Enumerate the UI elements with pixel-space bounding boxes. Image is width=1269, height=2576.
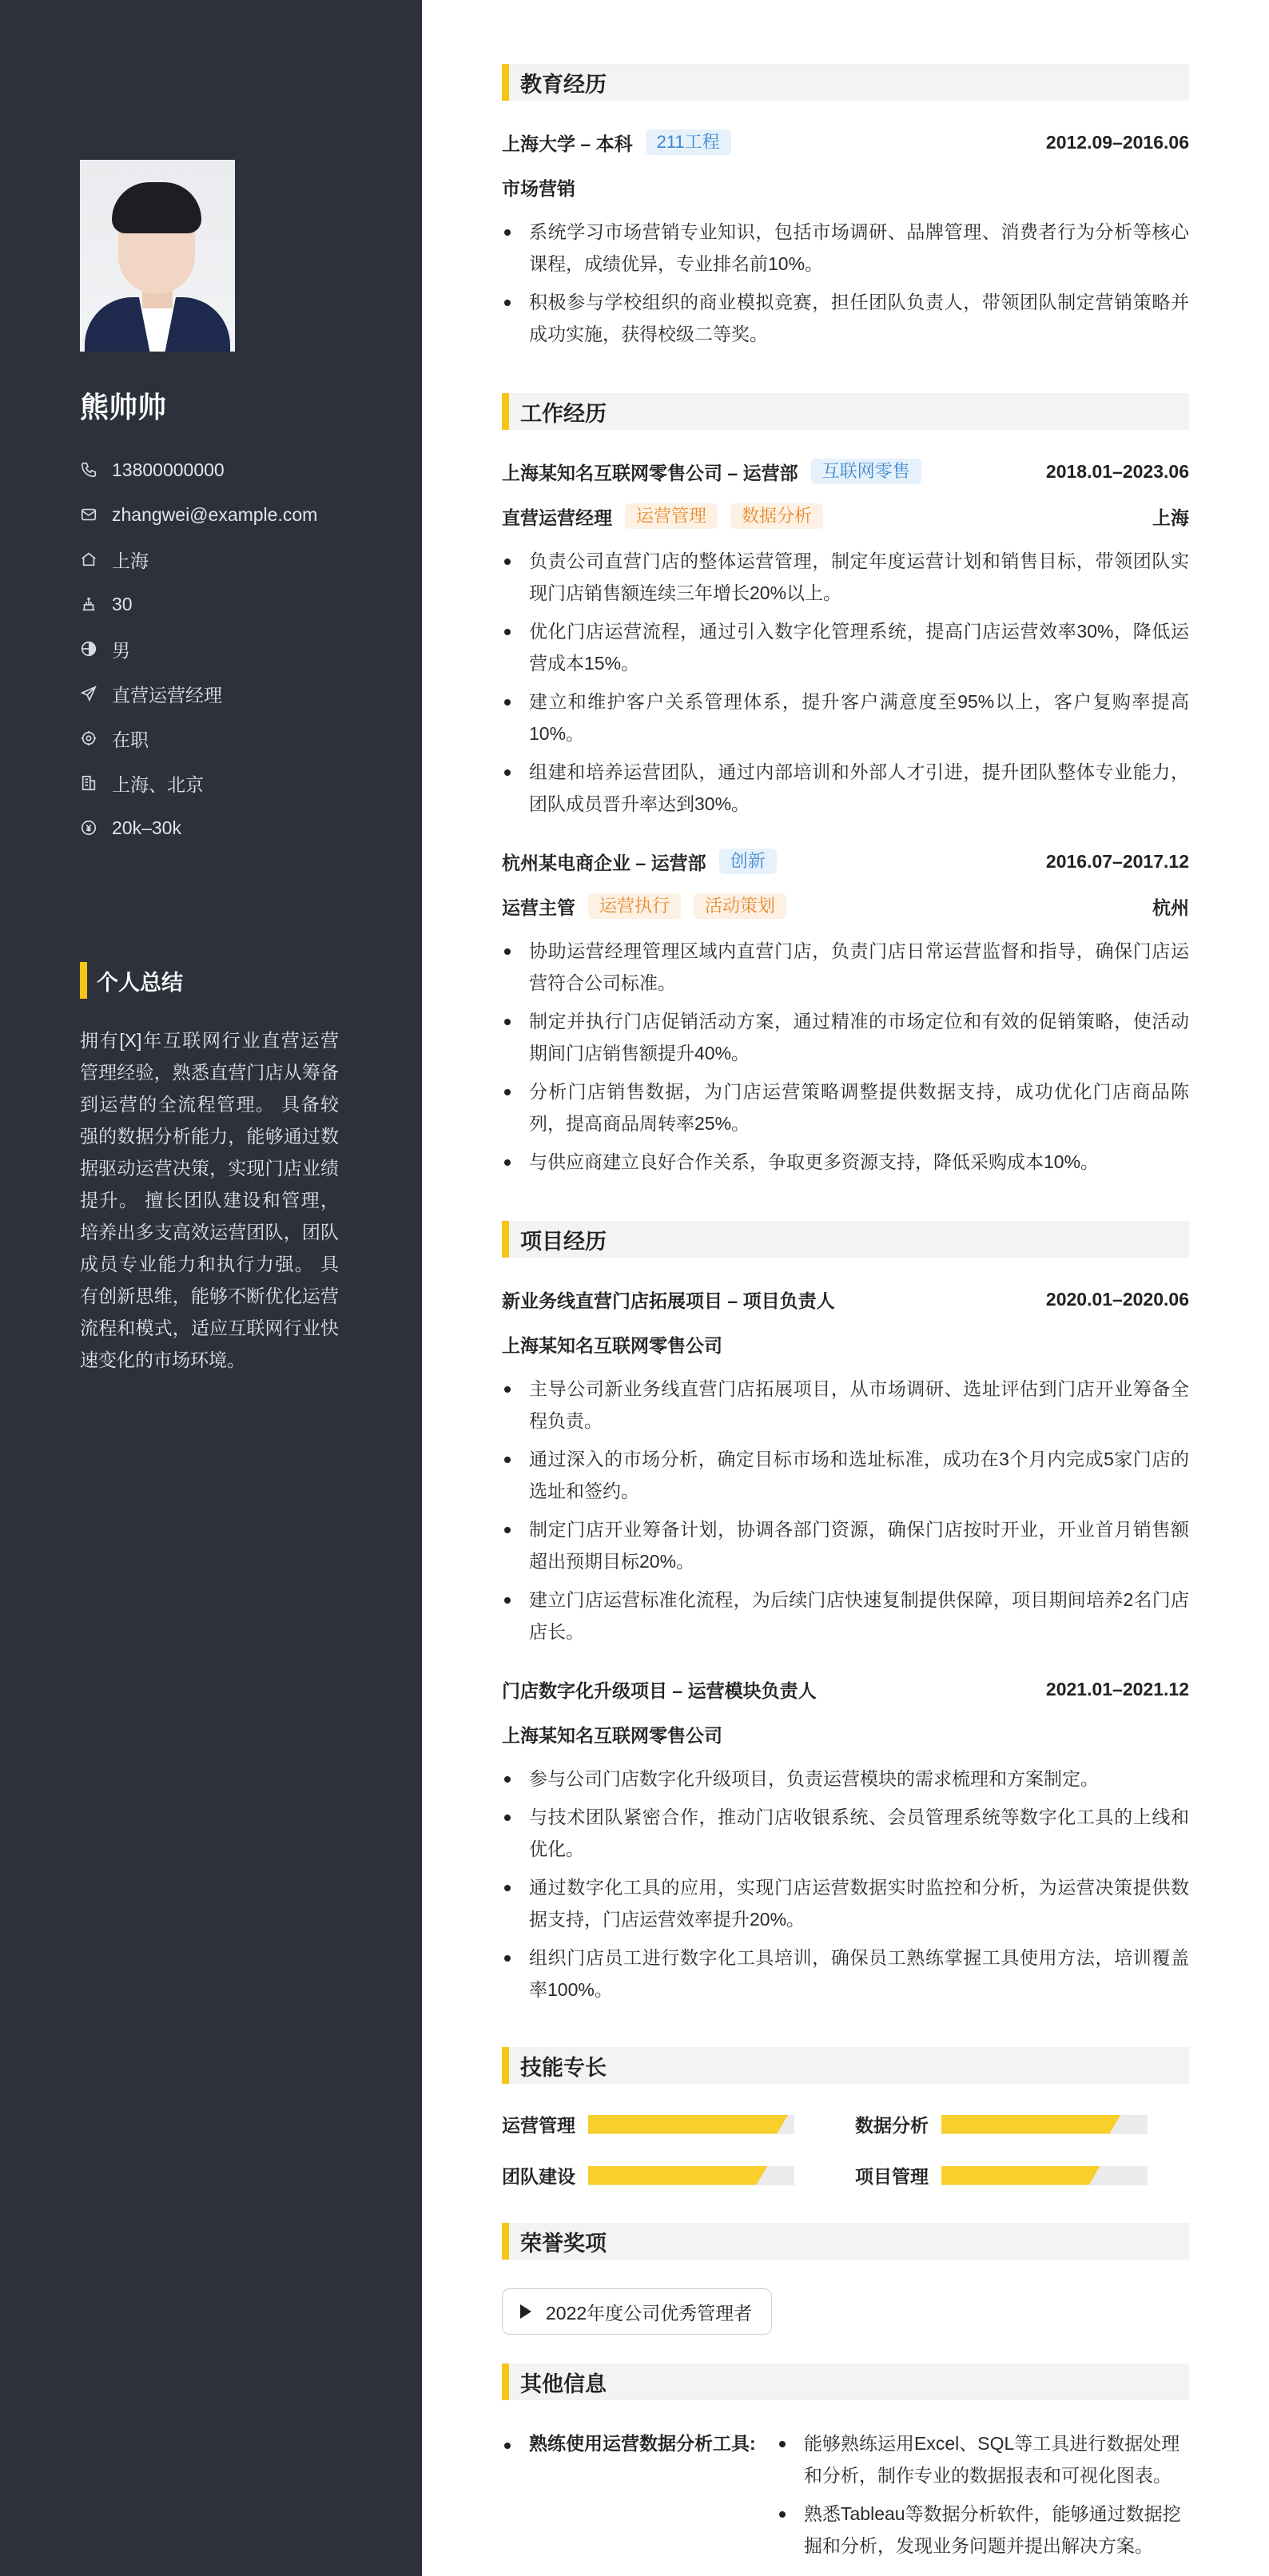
phone-icon: [80, 461, 97, 479]
work-title: 工作经历: [520, 401, 607, 426]
contact-cities: [80, 761, 317, 805]
list-item: 通过数字化工具的应用，实现门店运营数据实时监控和分析，为运营决策提供数据支持，门店运营效率提升20%。: [502, 1871, 1189, 1935]
contact-cities-text: 上海、北京: [112, 773, 204, 795]
work-heading: [502, 393, 1189, 430]
project-bullets: [502, 1373, 1189, 1654]
job-role-row: [502, 502, 1189, 531]
list-item: 优化门店运营流程，通过引入数字化管理系统，提高门店运营效率30%，降低运营成本15%。: [502, 615, 1189, 679]
education-header: [502, 128, 1189, 157]
skill-bar: [588, 2166, 794, 2185]
project-date: 2020.01–2020.06: [1045, 1288, 1189, 1310]
contact-email: [80, 492, 317, 537]
contact-location-text: 上海: [112, 550, 149, 571]
building-icon: [80, 774, 97, 792]
job-header: [502, 457, 1189, 486]
list-item: 主导公司新业务线直营门店拓展项目，从市场调研、选址评估到门店开业筹备全程负责。: [502, 1373, 1189, 1437]
job-company: 杭州某电商企业 – 运营部: [502, 852, 706, 873]
project-org-row: [502, 1719, 1189, 1748]
home-icon: [80, 551, 97, 568]
bullet-dot: [504, 2443, 511, 2449]
accent-bar: [502, 1221, 509, 1258]
contact-age-text: 30: [112, 593, 133, 614]
play-icon: [520, 2304, 531, 2319]
contact-gender: [80, 626, 317, 671]
summary-title: 个人总结: [97, 970, 183, 995]
list-item: 积极参与学校组织的商业模拟竞赛，担任团队负责人，带领团队制定营销策略并成功实施，获得校级二等奖。: [502, 286, 1189, 350]
award-chip: [502, 2288, 772, 2335]
list-item: 制定并执行门店促销活动方案，通过精准的市场定位和有效的促销策略，使活动期间门店销售额提升40%。: [502, 1005, 1189, 1069]
contact-salary: [80, 805, 317, 850]
status-icon: [80, 729, 97, 747]
job-tag: 互联网零售: [811, 459, 921, 484]
salary-icon: [80, 819, 97, 837]
project-org: 上海某知名互联网零售公司: [502, 1724, 722, 1746]
other-title: 其他信息: [520, 2371, 607, 2396]
awards-title: 荣誉奖项: [520, 2231, 607, 2256]
project-bullets: [502, 1763, 1189, 2012]
job-bullets: [502, 545, 1189, 826]
accent-bar: [502, 393, 509, 430]
project-name: 门店数字化升级项目 – 运营模块负责人: [502, 1680, 817, 1701]
list-item: 建立和维护客户关系管理体系，提升客户满意度至95%以上，客户复购率提高10%。: [502, 686, 1189, 749]
list-item: 制定门店开业筹备计划，协调各部门资源，确保门店按时开业，开业首月销售额超出预期目标20%。: [502, 1513, 1189, 1577]
contact-status-text: 在职: [112, 729, 149, 750]
job-role-row: [502, 892, 1189, 920]
job-city: 上海: [1152, 507, 1189, 528]
skill-item: [855, 2111, 1148, 2137]
skill-name: 项目管理: [855, 2166, 929, 2187]
list-item: 建立门店运营标准化流程，为后续门店快速复制提供保障，项目期间培养2名门店店长。: [502, 1584, 1189, 1648]
skills-title: 技能专长: [520, 2055, 607, 2080]
skill-item: [855, 2162, 1148, 2188]
contact-position: [80, 671, 317, 716]
role-tag: 数据分析: [730, 503, 823, 529]
skill-bar-fill: [941, 2115, 1120, 2134]
job-company: 上海某知名互联网零售公司 – 运营部: [502, 462, 798, 483]
list-item: 组织门店员工进行数字化工具培训，确保员工熟练掌握工具使用方法，培训覆盖率100%。: [502, 1942, 1189, 2006]
list-item: 熟悉Tableau等数据分析软件，能够通过数据挖掘和分析，发现业务问题并提出解决方案。: [777, 2498, 1189, 2562]
accent-bar: [502, 64, 509, 101]
contact-gender-text: 男: [112, 639, 130, 661]
sidebar: [0, 0, 422, 2576]
award-label: 2022年度公司优秀管理者: [546, 2302, 753, 2324]
job-header: [502, 847, 1189, 876]
accent-bar: [80, 962, 87, 999]
job-tag: 创新: [719, 849, 777, 874]
skill-bar-fill: [588, 2115, 788, 2134]
skill-bar: [941, 2115, 1148, 2134]
skill-name: 数据分析: [855, 2115, 929, 2136]
other-bullets: [777, 2427, 1189, 2568]
contact-phone-text: 13800000000: [112, 459, 225, 480]
list-item: 组建和培养运营团队，通过内部培训和外部人才引进，提升团队整体专业能力，团队成员晋升率达到30%。: [502, 756, 1189, 820]
education-date: 2012.09–2016.06: [1045, 131, 1189, 153]
list-item: 参与公司门店数字化升级项目，负责运营模块的需求梳理和方案制定。: [502, 1763, 1189, 1795]
skill-bar: [588, 2115, 794, 2134]
accent-bar: [502, 2363, 509, 2400]
contact-list: [80, 447, 317, 850]
project-org-row: [502, 1330, 1189, 1358]
education-heading: [502, 64, 1189, 101]
skills-heading: [502, 2047, 1189, 2084]
other-label: 熟练使用运营数据分析工具:: [529, 2433, 756, 2454]
skill-name: 运营管理: [502, 2115, 575, 2136]
education-bullets: [502, 216, 1189, 356]
send-icon: [80, 685, 97, 702]
list-item: 系统学习市场营销专业知识，包括市场调研、品牌管理、消费者行为分析等核心课程，成绩优异，专业排名前10%。: [502, 216, 1189, 280]
list-item: 通过深入的市场分析，确定目标市场和选址标准，成功在3个月内完成5家门店的选址和签约。: [502, 1443, 1189, 1507]
education-school: 上海大学 – 本科: [502, 133, 633, 154]
projects-title: 项目经历: [520, 1229, 607, 1254]
project-name: 新业务线直营门店拓展项目 – 项目负责人: [502, 1290, 835, 1311]
accent-bar: [502, 2223, 509, 2260]
list-item: 协助运营经理管理区域内直营门店，负责门店日常运营监督和指导，确保门店运营符合公司标准。: [502, 935, 1189, 999]
list-item: 与技术团队紧密合作，推动门店收银系统、会员管理系统等数字化工具的上线和优化。: [502, 1801, 1189, 1865]
skill-item: [502, 2162, 794, 2188]
contact-status: [80, 716, 317, 761]
job-role: 直营运营经理: [502, 507, 612, 528]
contact-phone: [80, 447, 317, 492]
list-item: 能够熟练运用Excel、SQL等工具进行数据处理和分析，制作专业的数据报表和可视化图表。: [777, 2427, 1189, 2491]
education-tag: 211工程: [646, 129, 731, 155]
profile-photo: [80, 160, 235, 352]
summary-text: 拥有[X]年互联网行业直营运营管理经验，熟悉直营门店从筹备到运营的全流程管理。 具备较强的数据分析能力，能够通过数据驱动运营决策，实现门店业绩提升。 擅长团队建设和管理，培养出多支高效运营团队，团队成员专业能力和执行力强。 具有创新思维，能够不断优化运营流程和模式，适应互联网行业快速变化的市场环境。: [80, 1030, 339, 1370]
awards-heading: [502, 2223, 1189, 2260]
job-date: 2016.07–2017.12: [1045, 850, 1189, 872]
skill-bar-fill: [941, 2166, 1100, 2185]
accent-bar: [502, 2047, 509, 2084]
job-role: 运营主管: [502, 896, 575, 918]
education-title: 教育经历: [520, 72, 607, 97]
job-city: 杭州: [1152, 896, 1189, 918]
skill-name: 团队建设: [502, 2166, 575, 2187]
age-icon: [80, 595, 97, 613]
role-tag: 活动策划: [694, 893, 786, 919]
candidate-name: 熊帅帅: [80, 391, 167, 423]
education-major: 市场营销: [502, 177, 575, 199]
project-org: 上海某知名互联网零售公司: [502, 1334, 722, 1356]
other-heading: [502, 2363, 1189, 2400]
list-item: 负责公司直营门店的整体运营管理，制定年度运营计划和销售目标，带领团队实现门店销售额连续三年增长20%以上。: [502, 545, 1189, 609]
project-date: 2021.01–2021.12: [1045, 1678, 1189, 1699]
contact-age: [80, 582, 317, 626]
education-major-row: [502, 173, 1189, 201]
job-date: 2018.01–2023.06: [1045, 460, 1189, 482]
contact-location: [80, 537, 317, 582]
contact-position-text: 直营运营经理: [112, 684, 222, 706]
mail-icon: [80, 506, 97, 523]
contact-salary-text: 20k–30k: [112, 817, 181, 838]
list-item: 与供应商建立良好合作关系，争取更多资源支持，降低采购成本10%。: [502, 1146, 1189, 1178]
skill-item: [502, 2111, 794, 2137]
project-header: [502, 1285, 1189, 1314]
list-item: 分析门店销售数据，为门店运营策略调整提供数据支持，成功优化门店商品陈列，提高商品周转率25%。: [502, 1075, 1189, 1139]
gender-icon: [80, 640, 97, 658]
job-bullets: [502, 935, 1189, 1184]
contact-email-text: zhangwei@example.com: [112, 503, 318, 525]
skill-bar: [941, 2166, 1148, 2185]
role-tag: 运营管理: [625, 503, 718, 529]
projects-heading: [502, 1221, 1189, 1258]
summary-heading: [80, 962, 183, 999]
project-header: [502, 1675, 1189, 1703]
role-tag: 运营执行: [588, 893, 681, 919]
skill-bar-fill: [588, 2166, 767, 2185]
